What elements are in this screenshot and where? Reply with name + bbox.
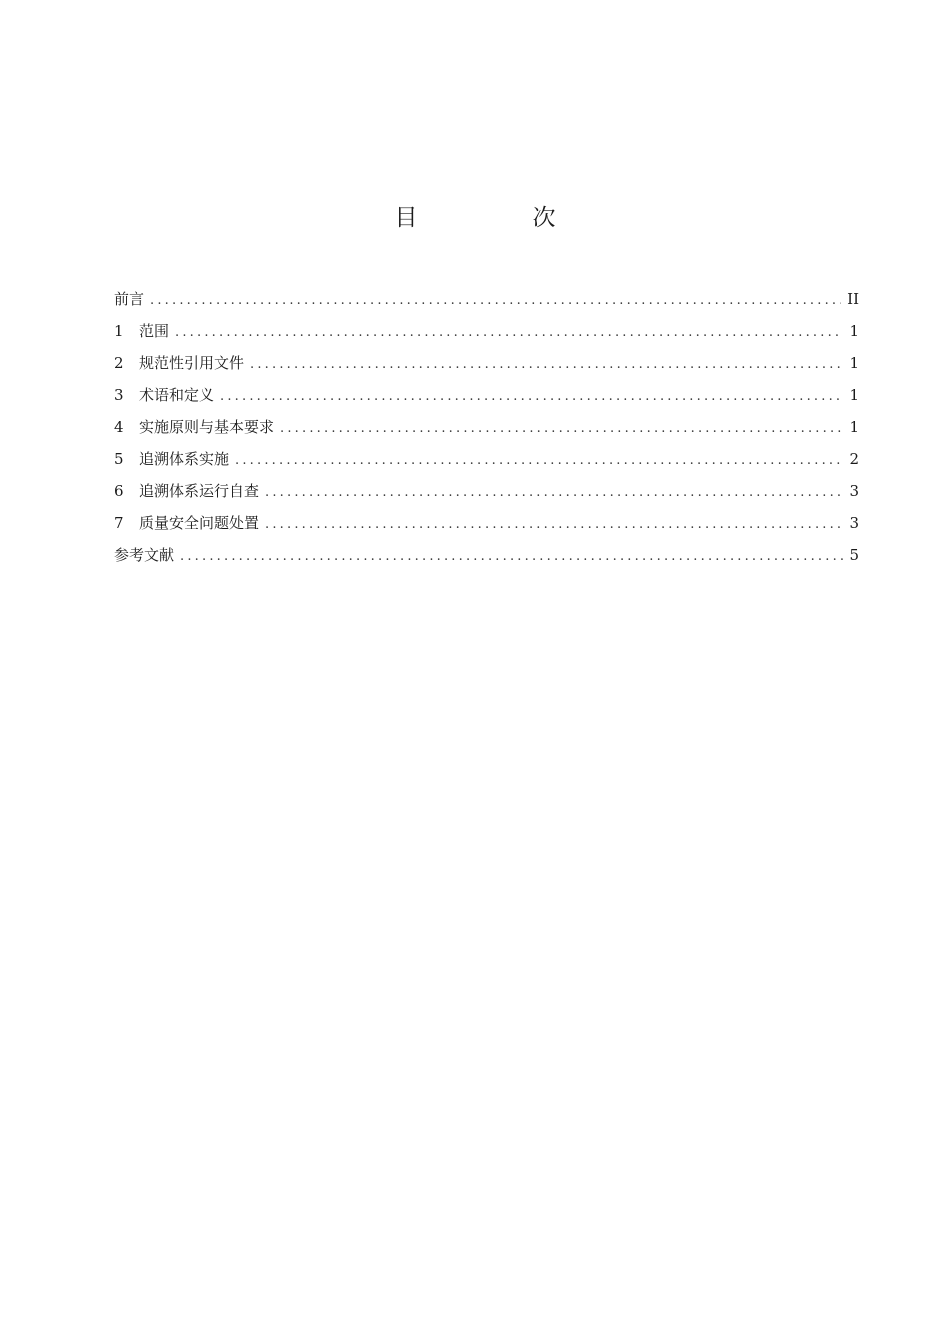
toc-page-number: 2 <box>849 450 859 468</box>
toc-dot-leader <box>175 320 843 346</box>
toc-entry-number: 1 <box>114 322 124 340</box>
toc-entry-terms-definitions[interactable] <box>114 382 859 414</box>
toc-entry-quality-safety-handling[interactable] <box>114 510 859 542</box>
toc-dot-leader <box>265 512 843 538</box>
toc-page-number: 5 <box>849 546 859 564</box>
toc-entry-label: 追溯体系实施 <box>139 450 230 468</box>
toc-entry-number: 4 <box>114 418 124 436</box>
page-title: 目 次 <box>394 205 602 231</box>
toc-entry-label: 参考文献 <box>114 546 175 564</box>
toc-page-number: 1 <box>849 354 859 372</box>
toc-dot-leader <box>250 352 843 378</box>
toc-dot-leader <box>150 288 841 314</box>
toc-entry-bibliography[interactable] <box>114 542 859 574</box>
toc-dot-leader <box>280 416 843 442</box>
toc-entry-number: 7 <box>114 514 124 532</box>
toc-entry-number: 2 <box>114 354 124 372</box>
toc-dot-leader <box>220 384 843 410</box>
toc-entry-label: 范围 <box>139 322 170 340</box>
toc-dot-leader <box>180 544 843 570</box>
toc-dot-leader <box>265 480 843 506</box>
toc-entry-self-inspection[interactable] <box>114 478 859 510</box>
toc-page-number: 1 <box>849 386 859 404</box>
toc-entry-foreword[interactable] <box>114 286 859 318</box>
toc-entry-label: 追溯体系运行自查 <box>139 482 260 500</box>
toc-page-number: 3 <box>849 482 859 500</box>
toc-entry-principles-requirements[interactable] <box>114 414 859 446</box>
toc-page-number: 3 <box>849 514 859 532</box>
toc-page-number: II <box>847 290 859 308</box>
toc-entry-scope[interactable] <box>114 318 859 350</box>
toc-entry-number: 3 <box>114 386 124 404</box>
toc-entry-label: 规范性引用文件 <box>139 354 245 372</box>
toc-page-number: 1 <box>849 418 859 436</box>
toc-entry-label: 术语和定义 <box>139 386 215 404</box>
table-of-contents <box>114 286 859 574</box>
toc-entry-label: 质量安全问题处置 <box>139 514 260 532</box>
toc-entry-label: 实施原则与基本要求 <box>139 418 275 436</box>
toc-dot-leader <box>235 448 843 474</box>
toc-entry-number: 6 <box>114 482 124 500</box>
toc-entry-number: 5 <box>114 450 124 468</box>
toc-entry-normative-references[interactable] <box>114 350 859 382</box>
toc-entry-traceability-implementation[interactable] <box>114 446 859 478</box>
toc-entry-label: 前言 <box>114 290 145 308</box>
toc-page-number: 1 <box>849 322 859 340</box>
